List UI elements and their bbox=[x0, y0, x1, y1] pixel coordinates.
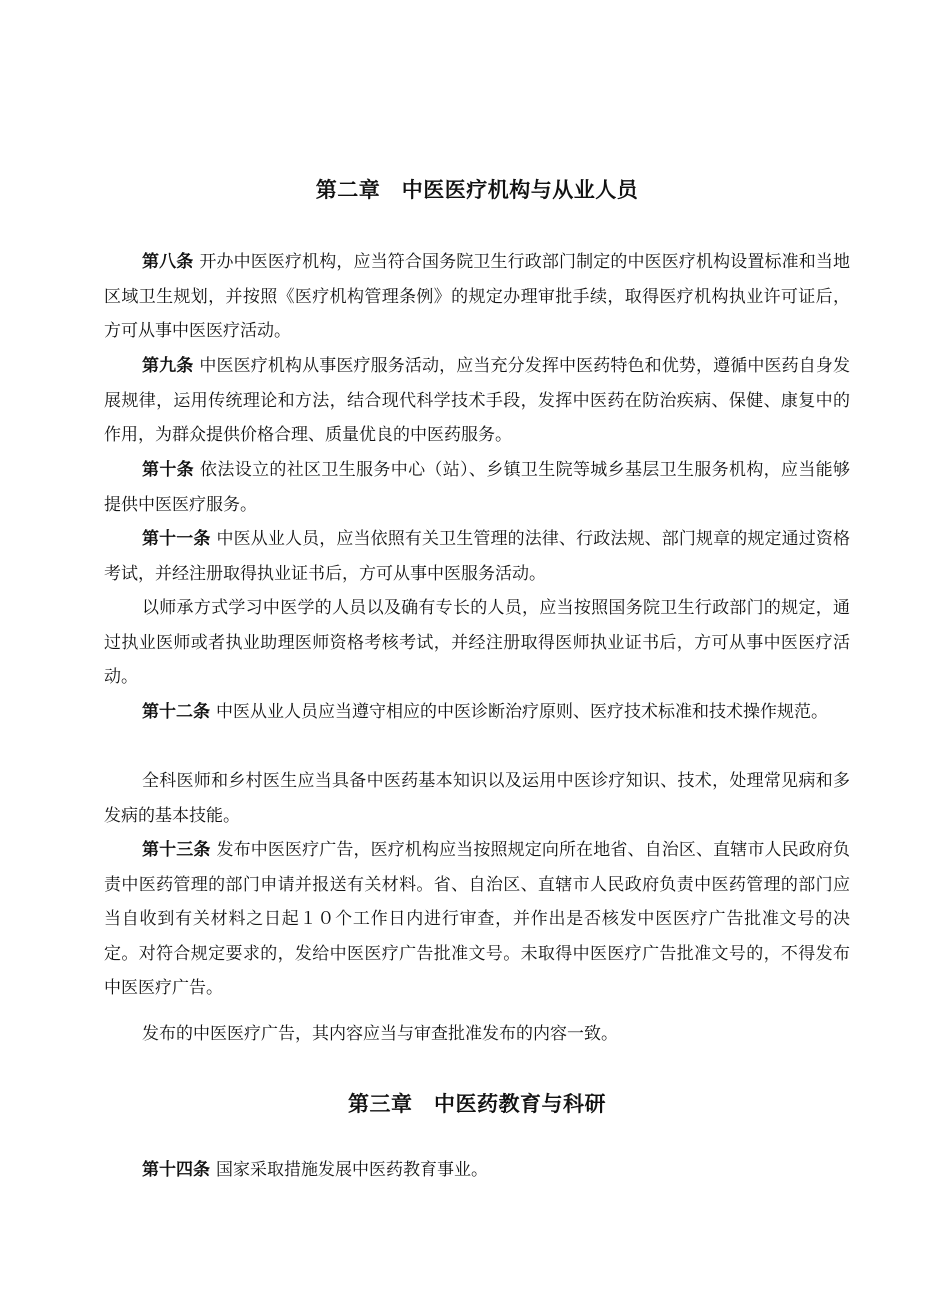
article-9-text: 中医医疗机构从事医疗服务活动，应当充分发挥中医药特色和优势，遵循中医药自身发展规律，运用传统理论和方法，结合现代科学技术手段，发挥中医药在防治疾病、保健、康复中的作用，为群众提供价格合理、质量优良的中医药服务。 bbox=[104, 356, 850, 445]
article-11-paragraph-2: 以师承方式学习中医学的人员以及确有专长的人员，应当按照国务院卫生行政部门的规定，通过执业医师或者执业助理医师资格考核考试，并经注册取得医师执业证书后，方可从事中医医疗活动。 bbox=[104, 598, 850, 687]
article-14 bbox=[104, 1153, 850, 1188]
article-13-label: 第十三条 bbox=[142, 840, 211, 860]
article-12 bbox=[104, 695, 850, 730]
article-13-paragraph-2: 发布的中医医疗广告，其内容应当与审查批准发布的内容一致。 bbox=[142, 1024, 618, 1044]
article-13-text: 发布中医医疗广告，医疗机构应当按照规定向所在地省、自治区、直辖市人民政府负责中医药管理的部门申请并报送有关材料。省、自治区、直辖市人民政府负责中医药管理的部门应当自收到有关材料之日起１０个工作日内进行审查，并作出是否核发中医医疗广告批准文号的决定。对符合规定要求的，发给中医医疗广告批准文号。未取得中医医疗广告批准文号的，不得发布中医医疗广告。 bbox=[104, 840, 850, 998]
article-12-paragraph-2: 全科医师和乡村医生应当具备中医药基本知识以及运用中医诊疗知识、技术，处理常见病和多发病的基本技能。 bbox=[104, 771, 850, 826]
article-8 bbox=[104, 245, 850, 349]
article-8-text: 开办中医医疗机构，应当符合国务院卫生行政部门制定的中医医疗机构设置标准和当地区域卫生规划，并按照《医疗机构管理条例》的规定办理审批手续，取得医疗机构执业许可证后，方可从事中医医疗活动。 bbox=[104, 252, 850, 341]
article-9 bbox=[104, 349, 850, 453]
article-10 bbox=[104, 453, 850, 522]
article-11-text: 中医从业人员，应当依照有关卫生管理的法律、行政法规、部门规章的规定通过资格考试，并经注册取得执业证书后，方可从事中医服务活动。 bbox=[104, 529, 850, 584]
chapter-3-title: 第三章 中医药教育与科研 bbox=[348, 1092, 606, 1116]
article-14-label: 第十四条 bbox=[142, 1160, 210, 1180]
article-12-text: 中医从业人员应当遵守相应的中医诊断治疗原则、医疗技术标准和技术操作规范。 bbox=[216, 702, 828, 722]
article-8-label: 第八条 bbox=[142, 252, 194, 272]
article-14-text: 国家采取措施发展中医药教育事业。 bbox=[216, 1160, 488, 1180]
article-12-label: 第十二条 bbox=[142, 702, 210, 722]
article-9-label: 第九条 bbox=[142, 356, 194, 376]
article-13 bbox=[104, 833, 850, 1006]
article-10-label: 第十条 bbox=[142, 460, 195, 480]
chapter-2-title: 第二章 中医医疗机构与从业人员 bbox=[315, 178, 639, 202]
article-10-text: 依法设立的社区卫生服务中心（站）、乡镇卫生院等城乡基层卫生服务机构，应当能够提供中医医疗服务。 bbox=[104, 460, 851, 515]
article-11 bbox=[104, 522, 850, 591]
article-11-label: 第十一条 bbox=[142, 529, 211, 549]
